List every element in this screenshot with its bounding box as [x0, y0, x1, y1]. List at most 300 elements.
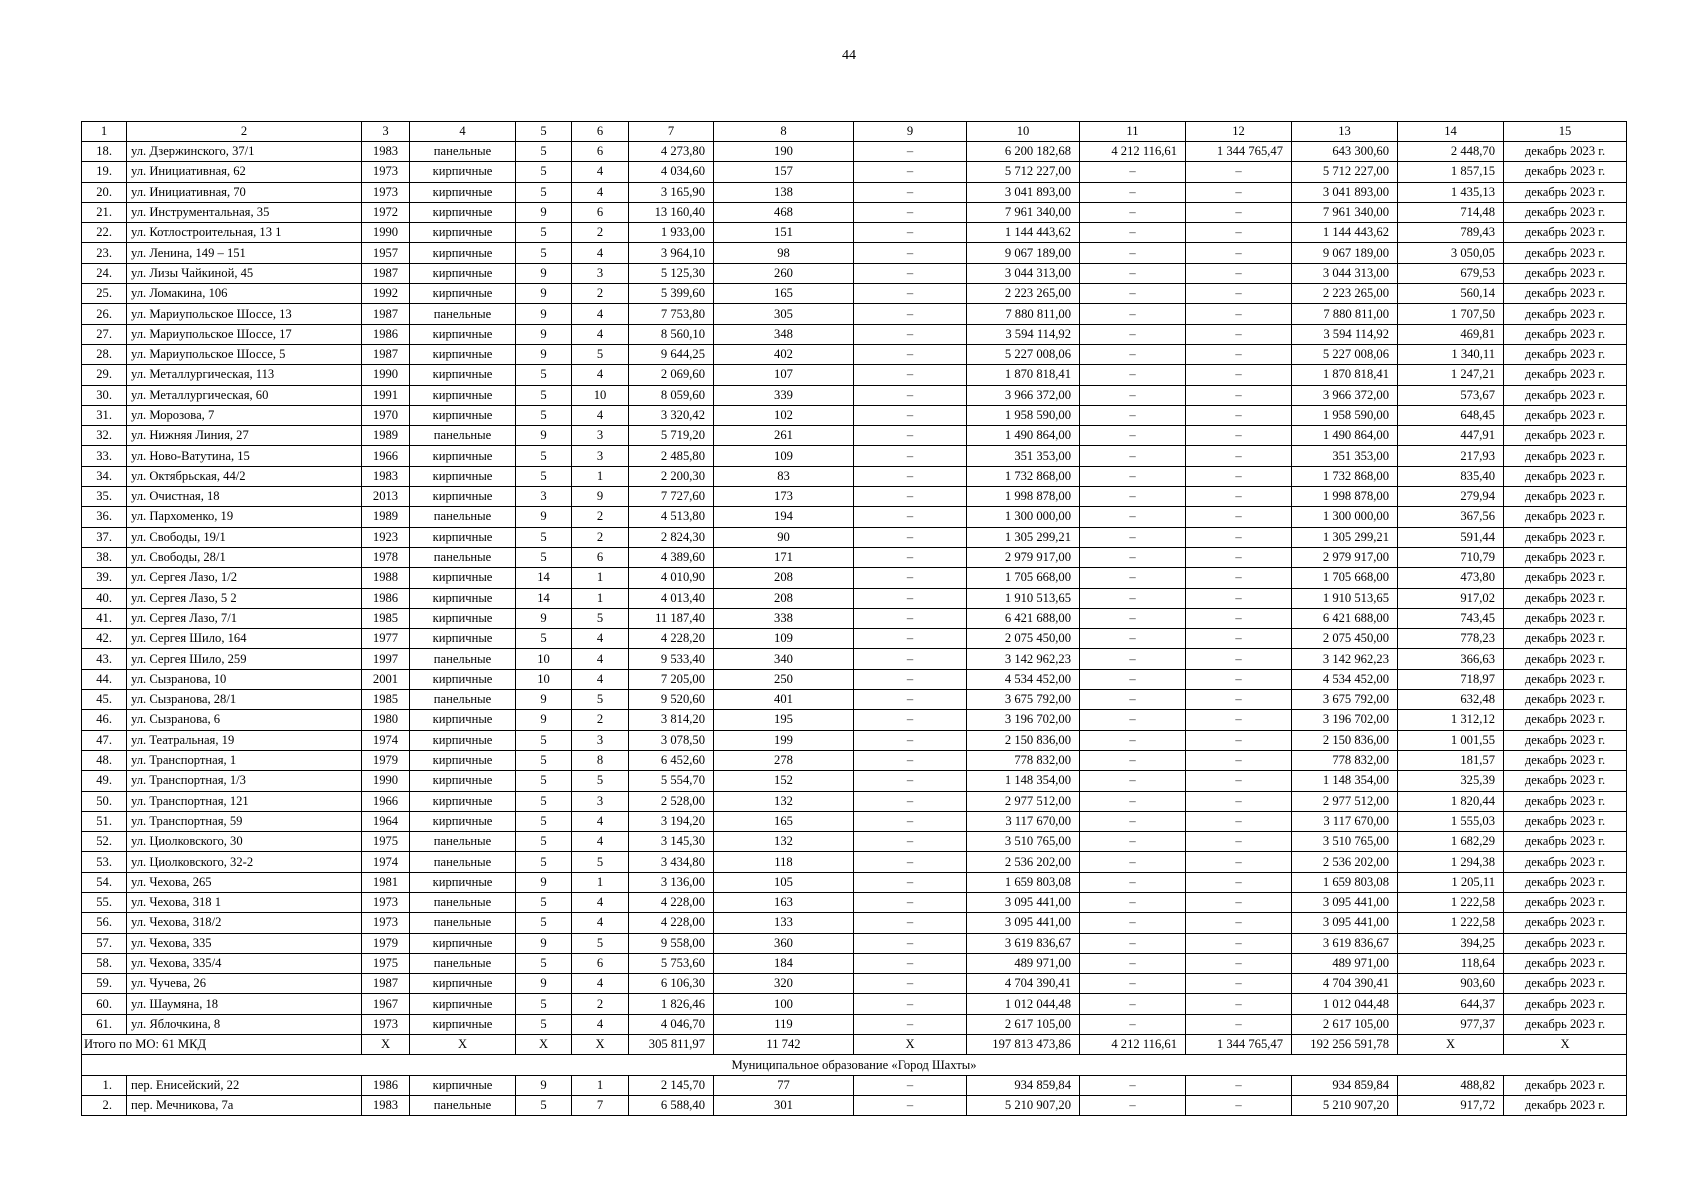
cell-row-number: 2. — [82, 1095, 127, 1115]
cell-floors: 5 — [516, 446, 572, 466]
cell-regional-funds: – — [1186, 304, 1292, 324]
table-row — [82, 608, 1627, 628]
cell-entrances: 4 — [572, 405, 629, 425]
cell-total-area: 5 125,30 — [629, 263, 714, 283]
cell-entrances: 2 — [572, 527, 629, 547]
cell-unit-cost: 1 205,11 — [1398, 872, 1504, 892]
cell-address: ул. Транспортная, 121 — [127, 791, 362, 811]
cell-local-funds: 1 659 803,08 — [1292, 872, 1398, 892]
cell-year-built: 1990 — [362, 223, 410, 243]
table-row — [82, 649, 1627, 669]
cell-row-number: 46. — [82, 710, 127, 730]
cell-entrances: 5 — [572, 771, 629, 791]
cell-unit-cost: 1 222,58 — [1398, 913, 1504, 933]
cell-completion-date: декабрь 2023 г. — [1504, 974, 1627, 994]
cell-unit-cost: 1 294,38 — [1398, 852, 1504, 872]
cell-wall-material: кирпичные — [410, 182, 516, 202]
cell-address: ул. Чехова, 318 1 — [127, 892, 362, 912]
cell-total-cost: 1 490 864,00 — [967, 426, 1080, 446]
cell-wall-material: кирпичные — [410, 872, 516, 892]
cell-entrances: 3 — [572, 791, 629, 811]
cell-entrances: 2 — [572, 994, 629, 1014]
cell-cost-9: – — [854, 385, 967, 405]
page-number: 44 — [842, 48, 856, 63]
cell-total-cost: 351 353,00 — [967, 446, 1080, 466]
cell-residents: 208 — [714, 568, 854, 588]
cell-wall-material: панельные — [410, 507, 516, 527]
cell-unit-cost: 181,57 — [1398, 750, 1504, 770]
cell-entrances: 1 — [572, 872, 629, 892]
cell-entrances: 4 — [572, 629, 629, 649]
cell-residents: 468 — [714, 202, 854, 222]
cell-regional-funds: – — [1186, 649, 1292, 669]
cell-row-number: 36. — [82, 507, 127, 527]
cell-federal-funds: – — [1080, 710, 1186, 730]
cell-local-funds: 1 958 590,00 — [1292, 405, 1398, 425]
total-label: Итого по МО: 61 МКД — [82, 1035, 362, 1055]
cell-federal-funds: – — [1080, 994, 1186, 1014]
cell-unit-cost: 632,48 — [1398, 690, 1504, 710]
column-header-total-area: 7 — [629, 122, 714, 142]
cell-completion-date: декабрь 2023 г. — [1504, 182, 1627, 202]
cell-address: ул. Яблочкина, 8 — [127, 1014, 362, 1034]
cell-total-cost: 1 998 878,00 — [967, 487, 1080, 507]
cell-residents: 90 — [714, 527, 854, 547]
cell-unit-cost: 835,40 — [1398, 466, 1504, 486]
cell-regional-funds: – — [1186, 588, 1292, 608]
cell-residents: 194 — [714, 507, 854, 527]
cell-wall-material: кирпичные — [410, 730, 516, 750]
cell-local-funds: 3 619 836,67 — [1292, 933, 1398, 953]
cell-entrances: 10 — [572, 385, 629, 405]
cell-year-built: 1970 — [362, 405, 410, 425]
cell-regional-funds: – — [1186, 385, 1292, 405]
column-header-year-built: 3 — [362, 122, 410, 142]
cell-unit-cost: 279,94 — [1398, 487, 1504, 507]
cell-entrances: 4 — [572, 832, 629, 852]
cell-local-funds: 3 142 962,23 — [1292, 649, 1398, 669]
cell-regional-funds: – — [1186, 223, 1292, 243]
cell-entrances: 6 — [572, 953, 629, 973]
cell-federal-funds: 4 212 116,61 — [1080, 142, 1186, 162]
cell-floors: 5 — [516, 466, 572, 486]
cell-wall-material: кирпичные — [410, 223, 516, 243]
column-number-row — [82, 122, 1627, 142]
cell-entrances: 1 — [572, 466, 629, 486]
cell-regional-funds: – — [1186, 933, 1292, 953]
cell-residents: 260 — [714, 263, 854, 283]
cell-regional-funds: – — [1186, 669, 1292, 689]
cell-residents: 109 — [714, 629, 854, 649]
cell-federal-funds: – — [1080, 426, 1186, 446]
cell-residents: 348 — [714, 324, 854, 344]
cell-residents: 102 — [714, 405, 854, 425]
cell-total-cost: 2 536 202,00 — [967, 852, 1080, 872]
cell-total-area: 4 046,70 — [629, 1014, 714, 1034]
cell-residents: 301 — [714, 1095, 854, 1115]
cell-residents: 151 — [714, 223, 854, 243]
cell-cost-9: – — [854, 243, 967, 263]
cell-residents: 119 — [714, 1014, 854, 1034]
cell-year-built: 1988 — [362, 568, 410, 588]
cell-total-area: 5 719,20 — [629, 426, 714, 446]
cell-total-area: 4 389,60 — [629, 547, 714, 567]
cell-year-built: 1979 — [362, 933, 410, 953]
cell-unit-cost: 367,56 — [1398, 507, 1504, 527]
cell-federal-funds: – — [1080, 832, 1186, 852]
cell-row-number: 26. — [82, 304, 127, 324]
cell-address: ул. Мариупольское Шоссе, 5 — [127, 344, 362, 364]
cell-entrances: 9 — [572, 487, 629, 507]
cell-residents: 320 — [714, 974, 854, 994]
cell-total-area: 3 078,50 — [629, 730, 714, 750]
cell-total-cost: 3 619 836,67 — [967, 933, 1080, 953]
cell-floors: 9 — [516, 304, 572, 324]
cell-total-cost: 1 148 354,00 — [967, 771, 1080, 791]
cell-floors: 5 — [516, 142, 572, 162]
cell-wall-material: кирпичные — [410, 608, 516, 628]
cell-cost-9: – — [854, 324, 967, 344]
cell-address: ул. Театральная, 19 — [127, 730, 362, 750]
cell-federal-funds: – — [1080, 669, 1186, 689]
cell-floors: 5 — [516, 527, 572, 547]
cell-year-built: 1983 — [362, 142, 410, 162]
cell-wall-material: кирпичные — [410, 791, 516, 811]
cell-address: ул. Морозова, 7 — [127, 405, 362, 425]
cell-row-number: 18. — [82, 142, 127, 162]
cell-unit-cost: 1 312,12 — [1398, 710, 1504, 730]
cell-total-cost: 6 421 688,00 — [967, 608, 1080, 628]
cell-entrances: 5 — [572, 852, 629, 872]
cell-total-cost: 1 659 803,08 — [967, 872, 1080, 892]
cell-local-funds: 9 067 189,00 — [1292, 243, 1398, 263]
cell-residents: 360 — [714, 933, 854, 953]
cell-row-number: 34. — [82, 466, 127, 486]
cell-row-number: 43. — [82, 649, 127, 669]
cell-cost-9: – — [854, 142, 967, 162]
cell-total-cost: 9 067 189,00 — [967, 243, 1080, 263]
cell-address: ул. Чучева, 26 — [127, 974, 362, 994]
cell-entrances: 2 — [572, 223, 629, 243]
cell-year-built: 1992 — [362, 284, 410, 304]
cell-federal-funds: – — [1080, 547, 1186, 567]
cell-unit-cost: 1 682,29 — [1398, 832, 1504, 852]
cell-total-area: 4 034,60 — [629, 162, 714, 182]
cell-row-number: 44. — [82, 669, 127, 689]
cell-address: ул. Инициативная, 70 — [127, 182, 362, 202]
cell-row-number: 21. — [82, 202, 127, 222]
cell-regional-funds: – — [1186, 872, 1292, 892]
cell-total-area: 5 554,70 — [629, 771, 714, 791]
cell-year-built: 1972 — [362, 202, 410, 222]
cell-total-cost: 3 095 441,00 — [967, 892, 1080, 912]
cell-floors: 10 — [516, 669, 572, 689]
cell-federal-funds: – — [1080, 953, 1186, 973]
cell-row-number: 31. — [82, 405, 127, 425]
cell-federal-funds: – — [1080, 974, 1186, 994]
cell-total-area: 2 200,30 — [629, 466, 714, 486]
cell-floors: 9 — [516, 710, 572, 730]
cell-completion-date: декабрь 2023 г. — [1504, 568, 1627, 588]
cell-local-funds: 1 732 868,00 — [1292, 466, 1398, 486]
cell-completion-date: декабрь 2023 г. — [1504, 872, 1627, 892]
cell-unit-cost: 1 555,03 — [1398, 811, 1504, 831]
cell-cost-9: – — [854, 913, 967, 933]
cell-residents: 132 — [714, 791, 854, 811]
cell-regional-funds: – — [1186, 324, 1292, 344]
cell-unit-cost: 591,44 — [1398, 527, 1504, 547]
total-cell-local-funds: 192 256 591,78 — [1292, 1035, 1398, 1055]
cell-local-funds: 3 041 893,00 — [1292, 182, 1398, 202]
cell-wall-material: кирпичные — [410, 243, 516, 263]
cell-unit-cost: 469,81 — [1398, 324, 1504, 344]
cell-year-built: 1991 — [362, 385, 410, 405]
cell-wall-material: панельные — [410, 649, 516, 669]
cell-local-funds: 3 966 372,00 — [1292, 385, 1398, 405]
cell-federal-funds: – — [1080, 568, 1186, 588]
cell-floors: 5 — [516, 223, 572, 243]
cell-year-built: 1987 — [362, 974, 410, 994]
cell-wall-material: панельные — [410, 304, 516, 324]
cell-residents: 163 — [714, 892, 854, 912]
cell-address: ул. Инструментальная, 35 — [127, 202, 362, 222]
cell-entrances: 4 — [572, 365, 629, 385]
cell-row-number: 56. — [82, 913, 127, 933]
cell-cost-9: – — [854, 365, 967, 385]
cell-local-funds: 7 880 811,00 — [1292, 304, 1398, 324]
cell-regional-funds: – — [1186, 690, 1292, 710]
cell-completion-date: декабрь 2023 г. — [1504, 385, 1627, 405]
cell-regional-funds: – — [1186, 568, 1292, 588]
cell-floors: 5 — [516, 771, 572, 791]
cell-address: ул. Свободы, 19/1 — [127, 527, 362, 547]
cell-entrances: 1 — [572, 1075, 629, 1095]
cell-federal-funds: – — [1080, 507, 1186, 527]
cell-row-number: 47. — [82, 730, 127, 750]
table-row — [82, 953, 1627, 973]
cell-completion-date: декабрь 2023 г. — [1504, 791, 1627, 811]
cell-federal-funds: – — [1080, 487, 1186, 507]
cell-total-area: 3 165,90 — [629, 182, 714, 202]
cell-completion-date: декабрь 2023 г. — [1504, 324, 1627, 344]
cell-total-area: 4 513,80 — [629, 507, 714, 527]
cell-entrances: 7 — [572, 1095, 629, 1115]
cell-total-cost: 1 705 668,00 — [967, 568, 1080, 588]
cell-row-number: 50. — [82, 791, 127, 811]
cell-floors: 9 — [516, 608, 572, 628]
cell-federal-funds: – — [1080, 892, 1186, 912]
cell-total-cost: 1 910 513,65 — [967, 588, 1080, 608]
cell-floors: 14 — [516, 588, 572, 608]
cell-total-area: 4 010,90 — [629, 568, 714, 588]
column-header-residents: 8 — [714, 122, 854, 142]
cell-local-funds: 643 300,60 — [1292, 142, 1398, 162]
cell-row-number: 1. — [82, 1075, 127, 1095]
cell-cost-9: – — [854, 892, 967, 912]
cell-address: ул. Октябрьская, 44/2 — [127, 466, 362, 486]
cell-federal-funds: – — [1080, 527, 1186, 547]
cell-year-built: 1986 — [362, 324, 410, 344]
cell-residents: 171 — [714, 547, 854, 567]
table-row — [82, 182, 1627, 202]
cell-residents: 208 — [714, 588, 854, 608]
table-row — [82, 1075, 1627, 1095]
cell-row-number: 29. — [82, 365, 127, 385]
cell-entrances: 4 — [572, 892, 629, 912]
cell-regional-funds: – — [1186, 791, 1292, 811]
cell-completion-date: декабрь 2023 г. — [1504, 913, 1627, 933]
table-row — [82, 487, 1627, 507]
cell-total-area: 2 485,80 — [629, 446, 714, 466]
cell-completion-date: декабрь 2023 г. — [1504, 304, 1627, 324]
cell-unit-cost: 118,64 — [1398, 953, 1504, 973]
cell-floors: 5 — [516, 385, 572, 405]
cell-wall-material: кирпичные — [410, 974, 516, 994]
cell-unit-cost: 1 340,11 — [1398, 344, 1504, 364]
cell-cost-9: – — [854, 791, 967, 811]
table-row — [82, 872, 1627, 892]
table-row — [82, 344, 1627, 364]
cell-year-built: 1983 — [362, 466, 410, 486]
cell-residents: 340 — [714, 649, 854, 669]
cell-regional-funds: – — [1186, 913, 1292, 933]
table-row — [82, 426, 1627, 446]
cell-federal-funds: – — [1080, 588, 1186, 608]
cell-year-built: 1986 — [362, 588, 410, 608]
cell-regional-funds: – — [1186, 405, 1292, 425]
cell-completion-date: декабрь 2023 г. — [1504, 608, 1627, 628]
cell-unit-cost: 917,72 — [1398, 1095, 1504, 1115]
cell-year-built: 1986 — [362, 1075, 410, 1095]
cell-local-funds: 1 144 443,62 — [1292, 223, 1398, 243]
cell-address: ул. Сызранова, 6 — [127, 710, 362, 730]
cell-total-area: 4 228,20 — [629, 629, 714, 649]
cell-entrances: 4 — [572, 913, 629, 933]
cell-federal-funds: – — [1080, 202, 1186, 222]
cell-local-funds: 778 832,00 — [1292, 750, 1398, 770]
cell-wall-material: кирпичные — [410, 405, 516, 425]
cell-address: пер. Енисейский, 22 — [127, 1075, 362, 1095]
cell-local-funds: 1 305 299,21 — [1292, 527, 1398, 547]
cell-cost-9: – — [854, 547, 967, 567]
housing-repair-table — [81, 121, 1627, 1116]
cell-unit-cost: 3 050,05 — [1398, 243, 1504, 263]
cell-floors: 5 — [516, 750, 572, 770]
cell-residents: 338 — [714, 608, 854, 628]
cell-floors: 5 — [516, 791, 572, 811]
cell-unit-cost: 710,79 — [1398, 547, 1504, 567]
table-row — [82, 832, 1627, 852]
table-row — [82, 791, 1627, 811]
cell-residents: 165 — [714, 284, 854, 304]
cell-total-area: 11 187,40 — [629, 608, 714, 628]
cell-wall-material: кирпичные — [410, 487, 516, 507]
column-header-floors: 5 — [516, 122, 572, 142]
cell-total-area: 7 753,80 — [629, 304, 714, 324]
cell-entrances: 2 — [572, 284, 629, 304]
cell-wall-material: кирпичные — [410, 750, 516, 770]
cell-year-built: 1985 — [362, 608, 410, 628]
cell-unit-cost: 1 820,44 — [1398, 791, 1504, 811]
cell-regional-funds: – — [1186, 771, 1292, 791]
table-row — [82, 243, 1627, 263]
cell-total-area: 2 069,60 — [629, 365, 714, 385]
cell-cost-9: – — [854, 1095, 967, 1115]
cell-year-built: 1964 — [362, 811, 410, 831]
cell-row-number: 40. — [82, 588, 127, 608]
cell-wall-material: кирпичные — [410, 771, 516, 791]
cell-floors: 9 — [516, 872, 572, 892]
cell-unit-cost: 473,80 — [1398, 568, 1504, 588]
cell-wall-material: кирпичные — [410, 568, 516, 588]
cell-address: ул. Ново-Ватутина, 15 — [127, 446, 362, 466]
total-cell-total-area: 305 811,97 — [629, 1035, 714, 1055]
cell-total-cost: 1 958 590,00 — [967, 405, 1080, 425]
cell-total-cost: 2 075 450,00 — [967, 629, 1080, 649]
cell-completion-date: декабрь 2023 г. — [1504, 710, 1627, 730]
cell-local-funds: 1 012 044,48 — [1292, 994, 1398, 1014]
table-row — [82, 507, 1627, 527]
cell-entrances: 5 — [572, 933, 629, 953]
cell-local-funds: 5 227 008,06 — [1292, 344, 1398, 364]
cell-federal-funds: – — [1080, 629, 1186, 649]
cell-federal-funds: – — [1080, 223, 1186, 243]
cell-address: ул. Ленина, 149 – 151 — [127, 243, 362, 263]
cell-total-area: 7 727,60 — [629, 487, 714, 507]
cell-total-area: 2 824,30 — [629, 527, 714, 547]
cell-year-built: 1987 — [362, 263, 410, 283]
cell-regional-funds: – — [1186, 344, 1292, 364]
cell-residents: 199 — [714, 730, 854, 750]
cell-regional-funds: – — [1186, 629, 1292, 649]
cell-regional-funds: – — [1186, 608, 1292, 628]
cell-unit-cost: 447,91 — [1398, 426, 1504, 446]
cell-completion-date: декабрь 2023 г. — [1504, 243, 1627, 263]
cell-local-funds: 3 594 114,92 — [1292, 324, 1398, 344]
cell-row-number: 38. — [82, 547, 127, 567]
cell-total-area: 8 059,60 — [629, 385, 714, 405]
cell-local-funds: 1 870 818,41 — [1292, 365, 1398, 385]
cell-local-funds: 2 536 202,00 — [1292, 852, 1398, 872]
cell-floors: 9 — [516, 263, 572, 283]
cell-cost-9: – — [854, 344, 967, 364]
cell-entrances: 2 — [572, 507, 629, 527]
cell-year-built: 1973 — [362, 162, 410, 182]
cell-local-funds: 3 510 765,00 — [1292, 832, 1398, 852]
cell-federal-funds: – — [1080, 933, 1186, 953]
cell-entrances: 6 — [572, 202, 629, 222]
cell-residents: 184 — [714, 953, 854, 973]
cell-total-cost: 5 227 008,06 — [967, 344, 1080, 364]
total-cell-residents: 11 742 — [714, 1035, 854, 1055]
cell-row-number: 52. — [82, 832, 127, 852]
cell-entrances: 4 — [572, 669, 629, 689]
cell-federal-funds: – — [1080, 243, 1186, 263]
table-row — [82, 852, 1627, 872]
cell-residents: 83 — [714, 466, 854, 486]
cell-floors: 9 — [516, 974, 572, 994]
cell-federal-funds: – — [1080, 344, 1186, 364]
cell-residents: 133 — [714, 913, 854, 933]
column-header-cost-9: 9 — [854, 122, 967, 142]
cell-total-area: 6 452,60 — [629, 750, 714, 770]
cell-row-number: 28. — [82, 344, 127, 364]
cell-wall-material: кирпичные — [410, 629, 516, 649]
cell-address: ул. Ломакина, 106 — [127, 284, 362, 304]
cell-wall-material: кирпичные — [410, 324, 516, 344]
cell-completion-date: декабрь 2023 г. — [1504, 162, 1627, 182]
cell-unit-cost: 366,63 — [1398, 649, 1504, 669]
